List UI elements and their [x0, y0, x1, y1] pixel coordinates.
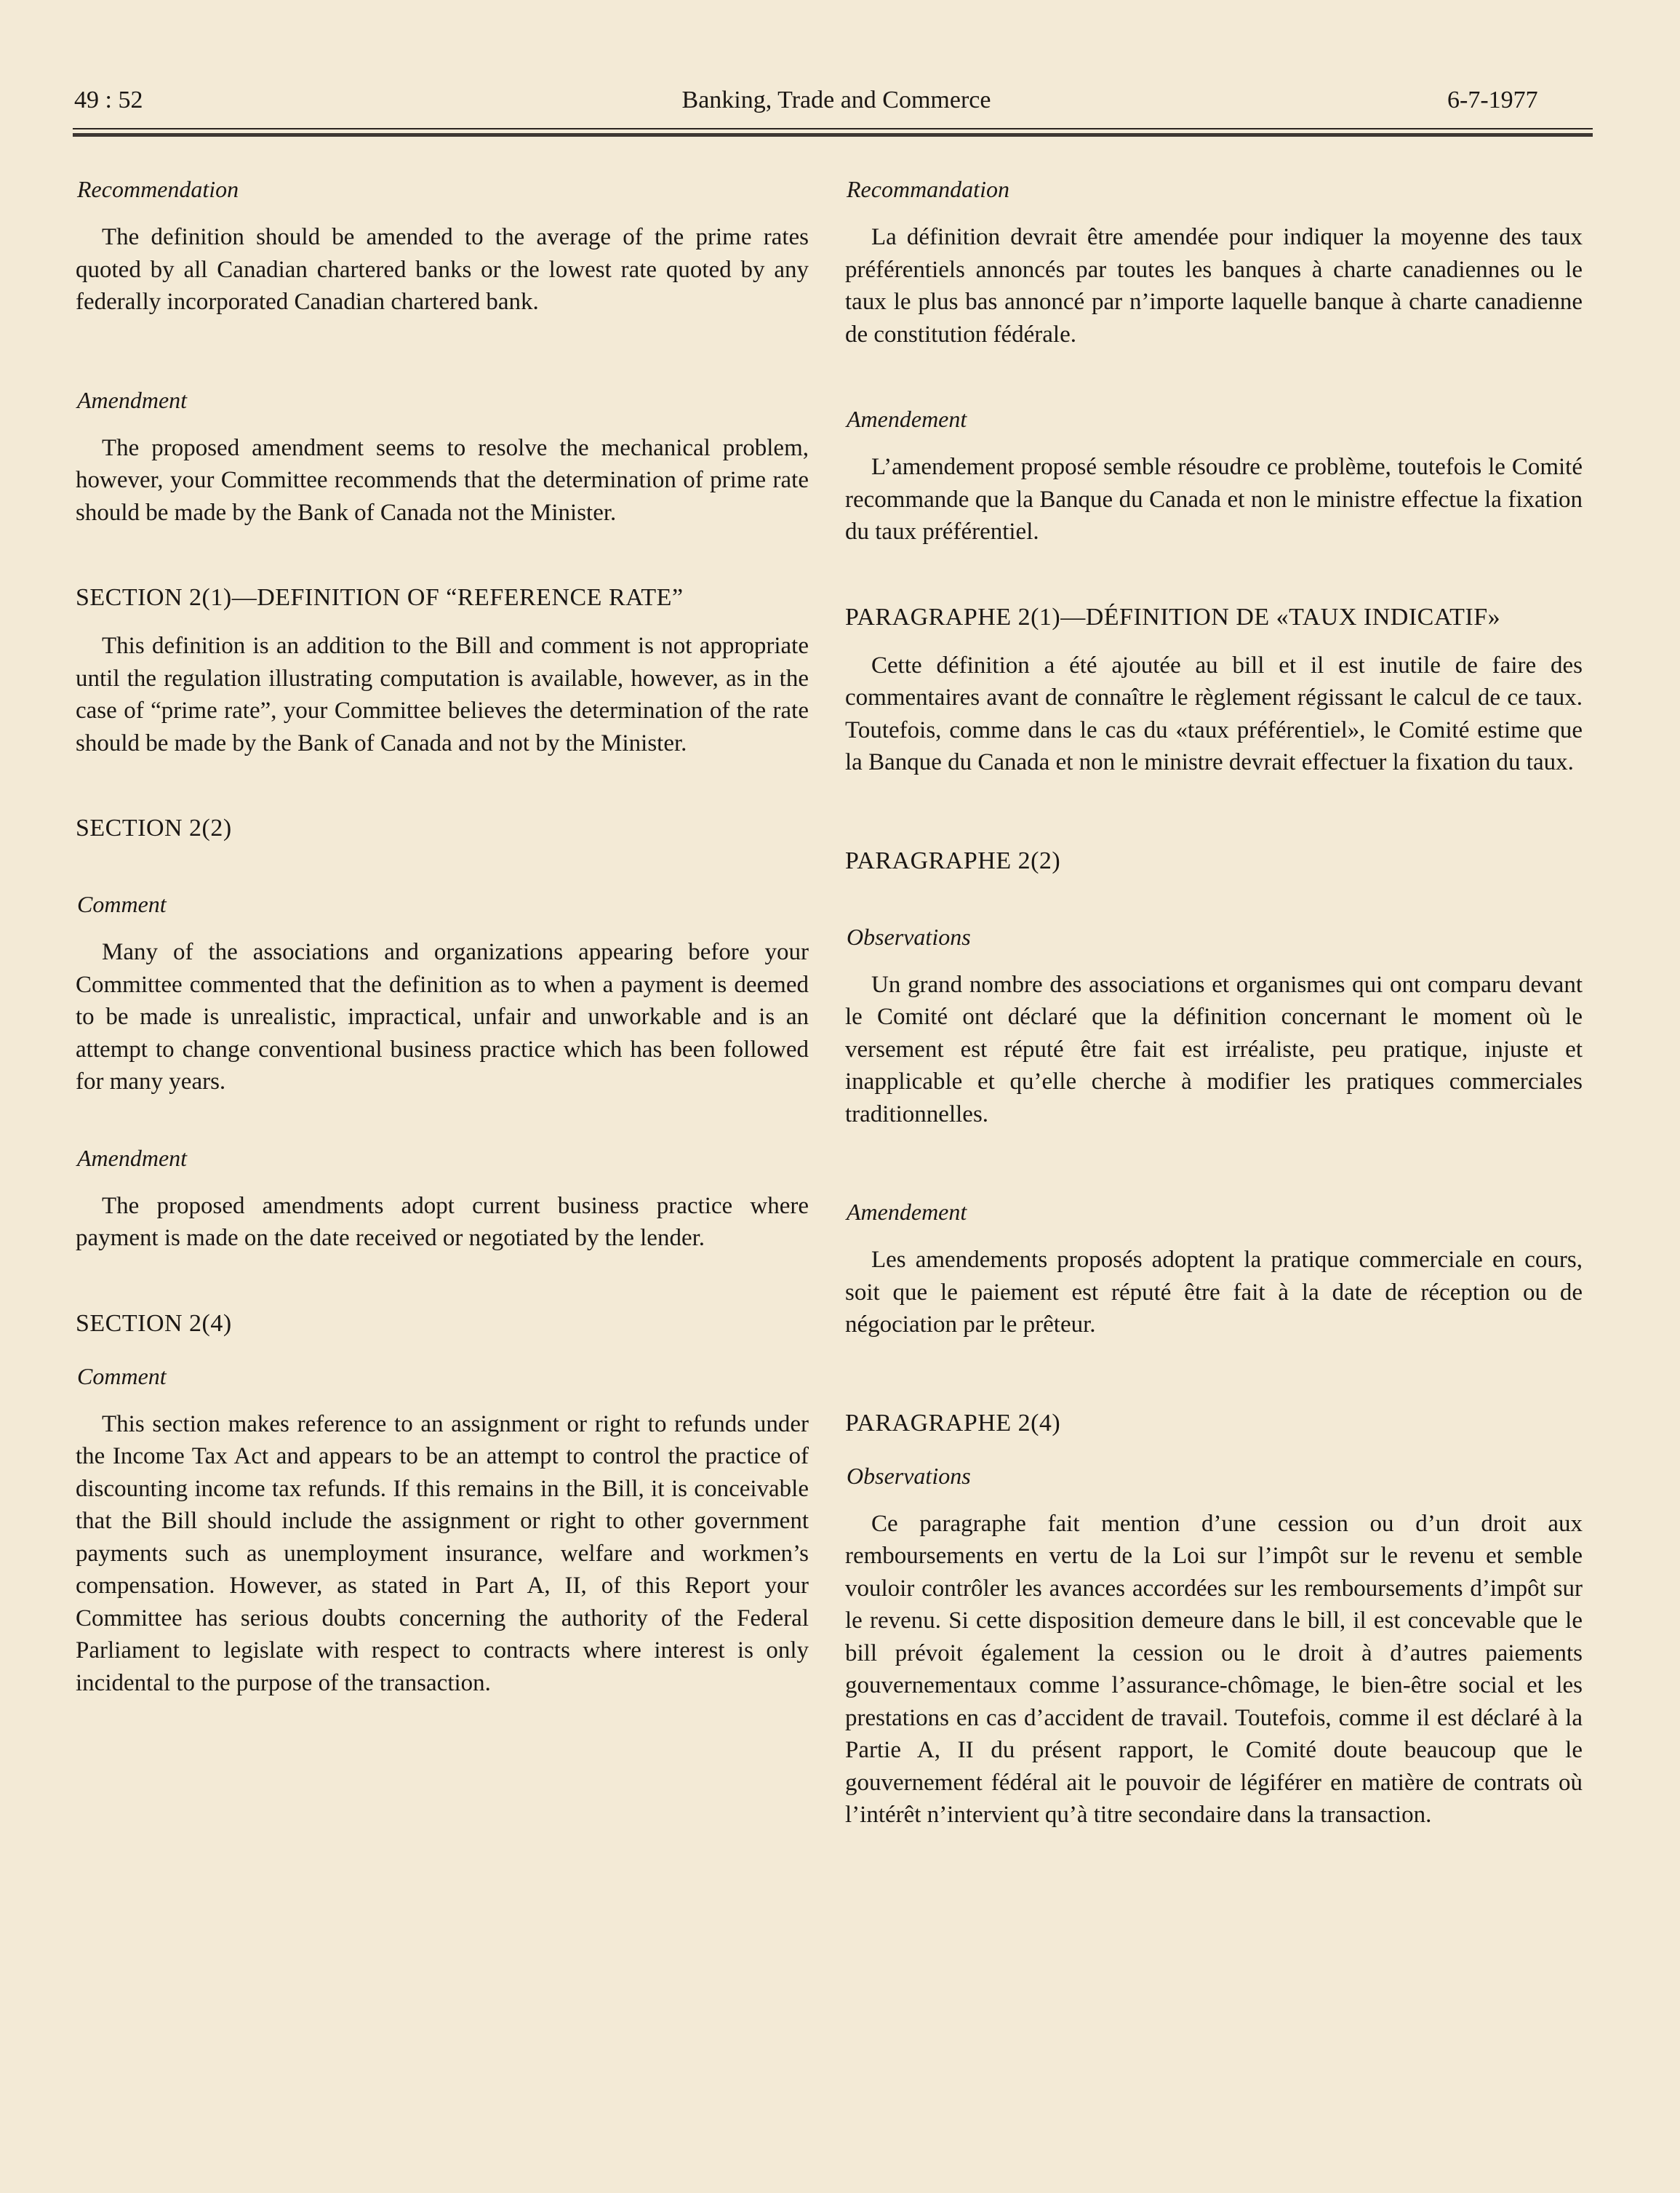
fr-paragraphe-2-4 — [845, 1407, 1583, 1832]
fr-taux-indicatif-text: Cette définition a été ajoutée au bill et il est inutile de faire des commentaires avant de connaître le règlement régissant le calcul de ce taux. Toutefois, comme dans le cas du «taux préférentiel», le Comité estime que la Banque du Canada et non le ministre devrait effectuer la fixation du taux. — [845, 652, 1583, 775]
fr-recommandation-text: La définition devrait être amendée pour indiquer la moyenne des taux préférentiels annoncés par toutes les banques à charte canadiennes ou le taux le plus bas annoncé par n’importe laquelle banque à charte canadienne de constitution fédérale. — [845, 224, 1583, 348]
en-section-2-2 — [76, 812, 809, 1255]
fr-paragraphe-2-4-heading: PARAGRAPHE 2(4) — [845, 1409, 1061, 1437]
fr-taux-indicatif-heading: PARAGRAPHE 2(1)—DÉFINITION DE «TAUX INDICATIF» — [845, 603, 1501, 631]
en-section-2-4-comment-text: This section makes reference to an assignment or right to refunds under the Income Tax Act and appears to be an attempt to control the practice of discounting income tax refunds. If this remains in the Bill, it is conceivable that the Bill should include the assignment or right to other government payments such as unemployment insurance, welfare and workmen’s compensation. However, as stated in Part A, II, of this Report your Committee has serious doubts concerning the authority of the Federal Parliament to legislate with respect to contracts where interest is only incidental to the purpose of the transaction. — [76, 1410, 809, 1696]
fr-paragraphe-2-4-obs-text: Ce paragraphe fait mention d’une cession ou d’un droit aux remboursements en vertu de la Loi sur l’impôt sur le revenu et semble vouloir contrôler les avances accordées sur les remboursements d’impôt sur le revenu. Si cette disposition demeure dans le bill, il est concevable que le bill prévoit également la cession ou le droit à d’autres paiements gouvernementaux comme l’assurance-chômage, le bien-être social et les prestations en cas d’accident de travail. Toutefois, comme il est déclaré à la Partie A, II du présent rapport, le Comité doute beaucoup que le gouvernement fédéral ait le pouvoir de légiférer en matière de contrats où l’intérêt n’intervient qu’à titre secondaire dans la transaction. — [845, 1510, 1583, 1828]
en-section-2-2-comment-subhead: Comment — [77, 891, 167, 917]
en-recommendation-block — [76, 173, 809, 319]
french-column — [845, 173, 1583, 1832]
en-reference-rate-heading: SECTION 2(1)—DEFINITION OF “REFERENCE RATE” — [76, 584, 684, 611]
fr-recommandation-subhead: Recommandation — [847, 176, 1009, 202]
en-section-2-4-comment-subhead: Comment — [77, 1362, 167, 1389]
fr-taux-indicatif-section — [845, 601, 1583, 779]
fr-paragraphe-2-2-obs-subhead: Observations — [847, 923, 971, 950]
english-column — [76, 173, 809, 1699]
en-section-2-2-amendment-text: The proposed amendments adopt current business practice where payment is made on the date received or negotiated by the lender. — [76, 1192, 809, 1251]
fr-paragraphe-2-2-obs-text: Un grand nombre des associations et organismes qui ont comparu devant le Comité ont déclaré que la définition concernant le moment où le versement est réputé être fait est irréaliste, peu pratique, injuste et inapplicable et qu’elle cherche à modifier les pratiques commerciales traditionnelles. — [845, 971, 1583, 1127]
header-rule — [73, 128, 1593, 129]
en-section-2-4 — [76, 1307, 809, 1700]
en-reference-rate-text: This definition is an addition to the Bill and comment is not appropriate until the regulation illustrating computation is available, however, as in the case of “prime rate”, your Committee believes the determination of the rate should be made by the Bank of Canada and not by the Minister. — [76, 633, 809, 756]
page-date: 6-7-1977 — [1447, 87, 1538, 113]
fr-recommandation-block — [845, 173, 1583, 351]
page-number: 49 : 52 — [74, 87, 143, 113]
en-recommendation-text: The definition should be amended to the average of the prime rates quoted by all Canadian chartered banks or the lowest rate quoted by any federally incorporated Canadian chartered bank. — [76, 224, 809, 315]
header-rule-thick — [73, 133, 1593, 137]
fr-amendement-block — [845, 403, 1583, 548]
en-section-2-2-amendment-subhead: Amendment — [77, 1144, 188, 1171]
en-recommendation-subhead: Recommendation — [77, 176, 239, 202]
fr-paragraphe-2-2 — [845, 844, 1583, 1341]
running-title: Banking, Trade and Commerce — [681, 87, 991, 113]
en-amendment-subhead: Amendment — [77, 386, 188, 413]
fr-paragraphe-2-2-amend-subhead: Amendement — [847, 1199, 967, 1225]
en-amendment-text: The proposed amendment seems to resolve the mechanical problem, however, your Committee recommends that the determination of prime rate should be made by the Bank of Canada not the Minister. — [76, 434, 809, 526]
fr-paragraphe-2-2-amend-text: Les amendements proposés adoptent la pratique commerciale en cours, soit que le paiement est réputé être fait à la date de réception ou de négociation par le prêteur. — [845, 1247, 1583, 1338]
en-section-2-2-comment-text: Many of the associations and organizations appearing before your Committee commented that the definition as to when a payment is deemed to be made is unrealistic, impractical, unfair and unworkable and is an attempt to change conventional business practice which has been followed for many years. — [76, 939, 809, 1095]
fr-amendement-text: L’amendement proposé semble résoudre ce problème, toutefois le Comité recommande que la Banque du Canada et non le ministre effectue la fixation du taux préférentiel. — [845, 454, 1583, 545]
en-reference-rate-section — [76, 581, 809, 759]
en-section-2-2-heading: SECTION 2(2) — [76, 815, 232, 842]
fr-paragraphe-2-4-obs-subhead: Observations — [847, 1462, 971, 1489]
en-section-2-4-heading: SECTION 2(4) — [76, 1309, 232, 1337]
fr-amendement-subhead: Amendement — [847, 406, 967, 432]
en-amendment-block — [76, 384, 809, 530]
fr-paragraphe-2-2-heading: PARAGRAPHE 2(2) — [845, 847, 1061, 874]
